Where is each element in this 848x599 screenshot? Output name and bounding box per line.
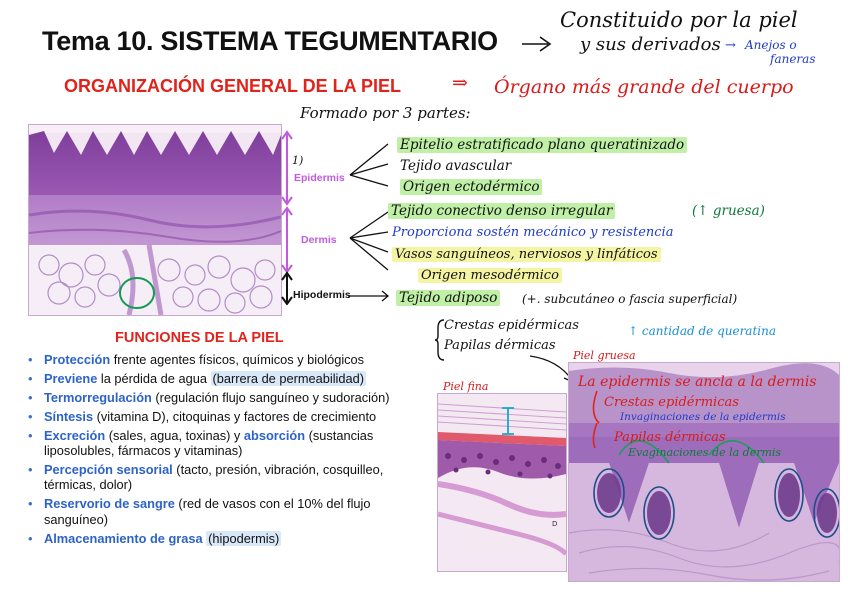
function-item [28, 428, 408, 459]
dermis-note-4: Origen mesodérmico [418, 268, 562, 283]
dermis-note-2: Proporciona sostén mecánico y resistencia [392, 225, 674, 240]
function-text-2: (sustancias liposolubles, fármacos y vitaminas) [44, 427, 374, 459]
epidermis-note-2: Tejido avascular [400, 158, 512, 174]
function-item [28, 496, 408, 527]
thick-note-2: Crestas epidérmicas [604, 395, 739, 410]
dermis-note-extra: (↑ gruesa) [692, 203, 765, 219]
function-text: (red de vasos con el 10% del flujo sanguíneo) [44, 496, 371, 527]
svg-text:D: D [552, 520, 558, 528]
function-text: (regulación flujo sanguíneo y sudoración) [151, 389, 390, 405]
function-text: la pérdida de agua [97, 370, 211, 386]
functions-list [28, 352, 408, 549]
functions-title: FUNCIONES DE LA PIEL [115, 330, 284, 346]
function-key: Excreción [44, 427, 106, 443]
function-item [28, 462, 408, 493]
function-item [28, 352, 408, 367]
dermis-note-1: Tejido conectivo denso irregular [388, 203, 615, 219]
thick-note-1: La epidermis se ancla a la dermis [578, 374, 817, 390]
layer-label-dermis: Dermis [301, 234, 337, 246]
hipodermis-note: Tejido adiposo [396, 290, 500, 306]
function-item [28, 531, 408, 546]
layer-number-mark: 1) [292, 154, 304, 167]
function-highlight: (barrera de permeabilidad) [212, 370, 365, 386]
arrow-icon [520, 34, 554, 54]
function-text: frente agentes físicos, químicos y biológicos [110, 352, 365, 367]
section-subtitle: ORGANIZACIÓN GENERAL DE LA PIEL [64, 76, 402, 96]
title-note-extra-line1: Anejos o [745, 38, 797, 52]
function-key: Protección [44, 352, 111, 367]
thick-note-4: Papilas dérmicas [614, 430, 726, 445]
crestas-label: Crestas epidérmicas [444, 318, 579, 333]
skin-layers-micrograph [28, 124, 282, 316]
subtitle-arrow: ⇒ [452, 72, 468, 94]
subtitle-note: Órgano más grande del cuerpo [494, 76, 794, 98]
layer-label-epidermis: Epidermis [294, 172, 345, 184]
thick-note-5: Evaginaciones de la dermis [628, 446, 782, 459]
function-item [28, 390, 408, 405]
structure-intro: Formado por 3 partes: [300, 104, 471, 122]
hipodermis-note-extra: (+. subcutáneo o fascia superficial) [522, 292, 738, 306]
function-text: (vitamina D), citoquinas y factores de crecimiento [93, 408, 377, 424]
function-key: Reservorio de sangre [44, 496, 175, 512]
epidermis-note-3: Origen ectodérmico [400, 179, 542, 195]
function-text: (sales, agua, toxinas) y [105, 427, 244, 443]
thick-note-3: Invaginaciones de la epidermis [620, 411, 786, 423]
function-key: Almacenamiento de grasa [44, 530, 203, 546]
layer-label-hipodermis: Hipodermis [293, 289, 351, 301]
function-item [28, 371, 408, 386]
epidermis-note-1: Epitelio estratificado plano queratinizado [397, 137, 687, 153]
papilas-label: Papilas dérmicas [444, 338, 556, 353]
function-key: Síntesis [44, 408, 94, 424]
thin-skin-label: Piel fina [443, 380, 489, 393]
thick-skin-label: Piel gruesa [573, 349, 636, 362]
function-key: Percepción sensorial [44, 461, 173, 477]
title-note-extra-line2: faneras [770, 52, 816, 66]
function-item [28, 409, 408, 424]
title-note-arrow: → [725, 38, 736, 53]
function-key-2: absorción [243, 427, 306, 443]
title-note-line1: Constituido por la piel [560, 8, 798, 32]
page-title: Tema 10. SISTEMA TEGUMENTARIO [42, 26, 498, 56]
function-highlight: (hipodermis) [208, 530, 280, 546]
branch-arrows [348, 140, 398, 310]
function-key: Termorregulación [44, 389, 152, 405]
dermis-note-3: Vasos sanguíneos, nerviosos y linfáticos [392, 247, 661, 262]
keratin-note: ↑ cantidad de queratina [628, 324, 777, 338]
function-text: (tacto, presión, vibración, cosquilleo, térmicas, dolor) [44, 461, 384, 493]
thin-skin-micrograph [437, 393, 567, 572]
title-note-line2: y sus derivados [580, 34, 721, 55]
function-key: Previene [44, 370, 98, 386]
